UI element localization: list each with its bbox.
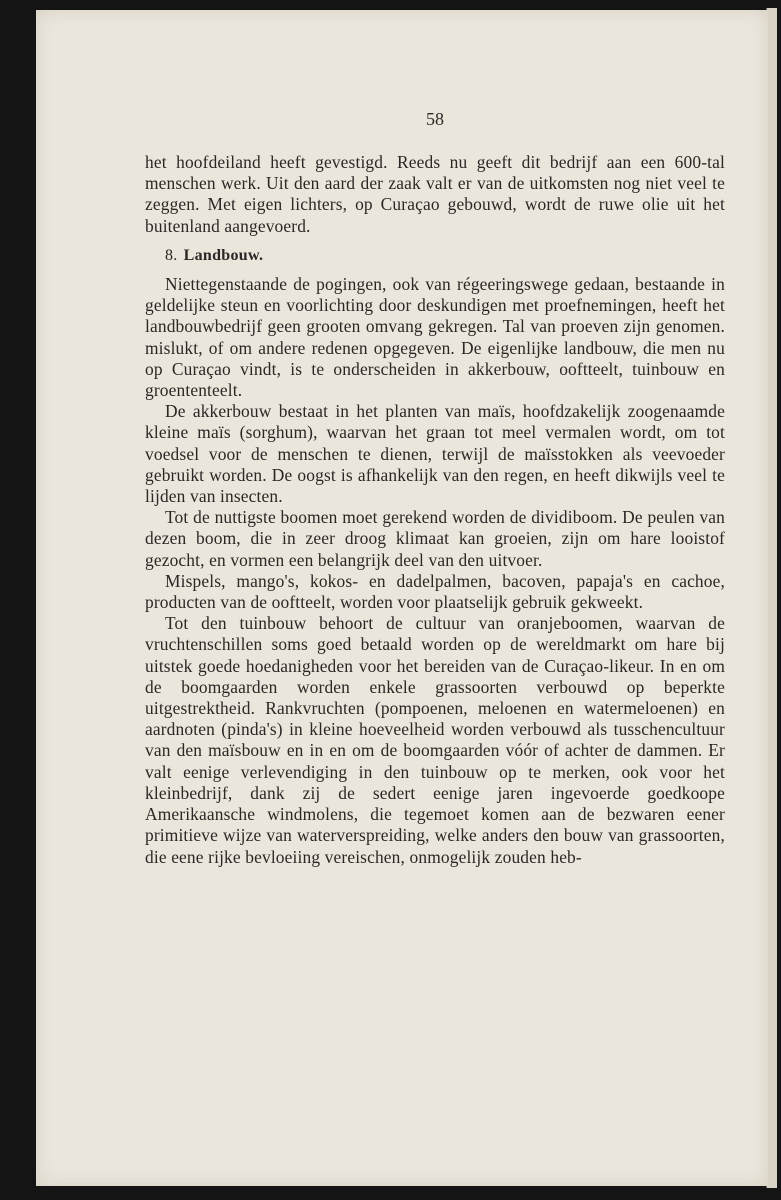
section-title: Landbouw. bbox=[183, 246, 264, 264]
paragraph-ooftteelt: Mispels, mango's, kokos- en dadelpalmen, bacoven, papaja's en cachoe, producten van de ooftteelt, worden voor plaatselijk gebruik gekweekt. bbox=[145, 570, 725, 613]
section-heading bbox=[165, 245, 725, 266]
book-page bbox=[36, 10, 768, 1186]
paragraph-akkerbouw: De akkerbouw bestaat in het planten van maïs, hoofdzakelijk zoogenaamde kleine maïs (sorghum), waarvan het graan tot meel vermalen wordt, om tot voedsel voor de menschen te dienen, terwijl de maïsstokken als veevoeder gebruikt worden. De oogst is afhankelijk van den regen, en heeft dikwijls veel te lijden van insecten. bbox=[145, 401, 725, 507]
page-number: 58 bbox=[426, 109, 444, 129]
section-number: 8. bbox=[165, 246, 178, 264]
intro-paragraph: het hoofdeiland heeft gevestigd. Reeds nu geeft dit bedrijf aan een 600-tal menschen werk. Uit den aard der zaak valt er van de uitkomsten nog niet veel te zeggen. Met eigen lichters, op Curaçao gebouwd, wordt de ruwe olie uit het buitenland aangevoerd. bbox=[145, 152, 725, 236]
paragraph-tuinbouw: Tot den tuinbouw behoort de cultuur van oranjeboomen, waarvan de vruchtenschillen soms goed betaald worden op de wereldmarkt om hare bij uitstek goede hoedanigheden voor het bereiden van de Curaçao-likeur. In en om de boomgaarden worden enkele grassoorten verbouwd op beperkte uitgestrektheid. Rankvruchten (pompoenen, meloenen en watermeloenen) en aardnoten (pinda's) in kleine hoeveelheid worden verbouwd als tusschencultuur van den maïsbouw en in en om de boomgaarden vóór of achter de dammen. Er valt eenige verlevendiging in den tuinbouw op te merken, ook voor het kleinbedrijf, dank zij de sedert eenige jaren ingevoerde goedkoope Amerikaansche windmolens, die tegemoet komen aan de bezwaren eener primitieve wijze van waterverspreiding, welke anders den bouw van grassoorten, die eene rijke bevloeiing vereischen, onmogelijk zouden heb- bbox=[145, 613, 725, 867]
body-text bbox=[145, 152, 725, 868]
paragraph-niettegenstaande: Niettegenstaande de pogingen, ook van régeeringswege gedaan, bestaande in geldelijke steun en voorlichting door deskundigen met proefnemingen, heeft het landbouwbedrijf geen grooten omvang gekregen. Tal van proeven zijn genomen. mislukt, of om andere redenen opgegeven. De eigenlijke landbouw, die men nu op Curaçao vindt, is te onderscheiden in akkerbouw, ooftteelt, tuinbouw en groententeelt. bbox=[145, 274, 725, 401]
paragraph-dividiboom: Tot de nuttigste boomen moet gerekend worden de dividiboom. De peulen van dezen boom, die in zeer droog klimaat kan groeien, zijn om hare looistof gezocht, en vormen een belangrijk deel van den uitvoer. bbox=[145, 507, 725, 570]
